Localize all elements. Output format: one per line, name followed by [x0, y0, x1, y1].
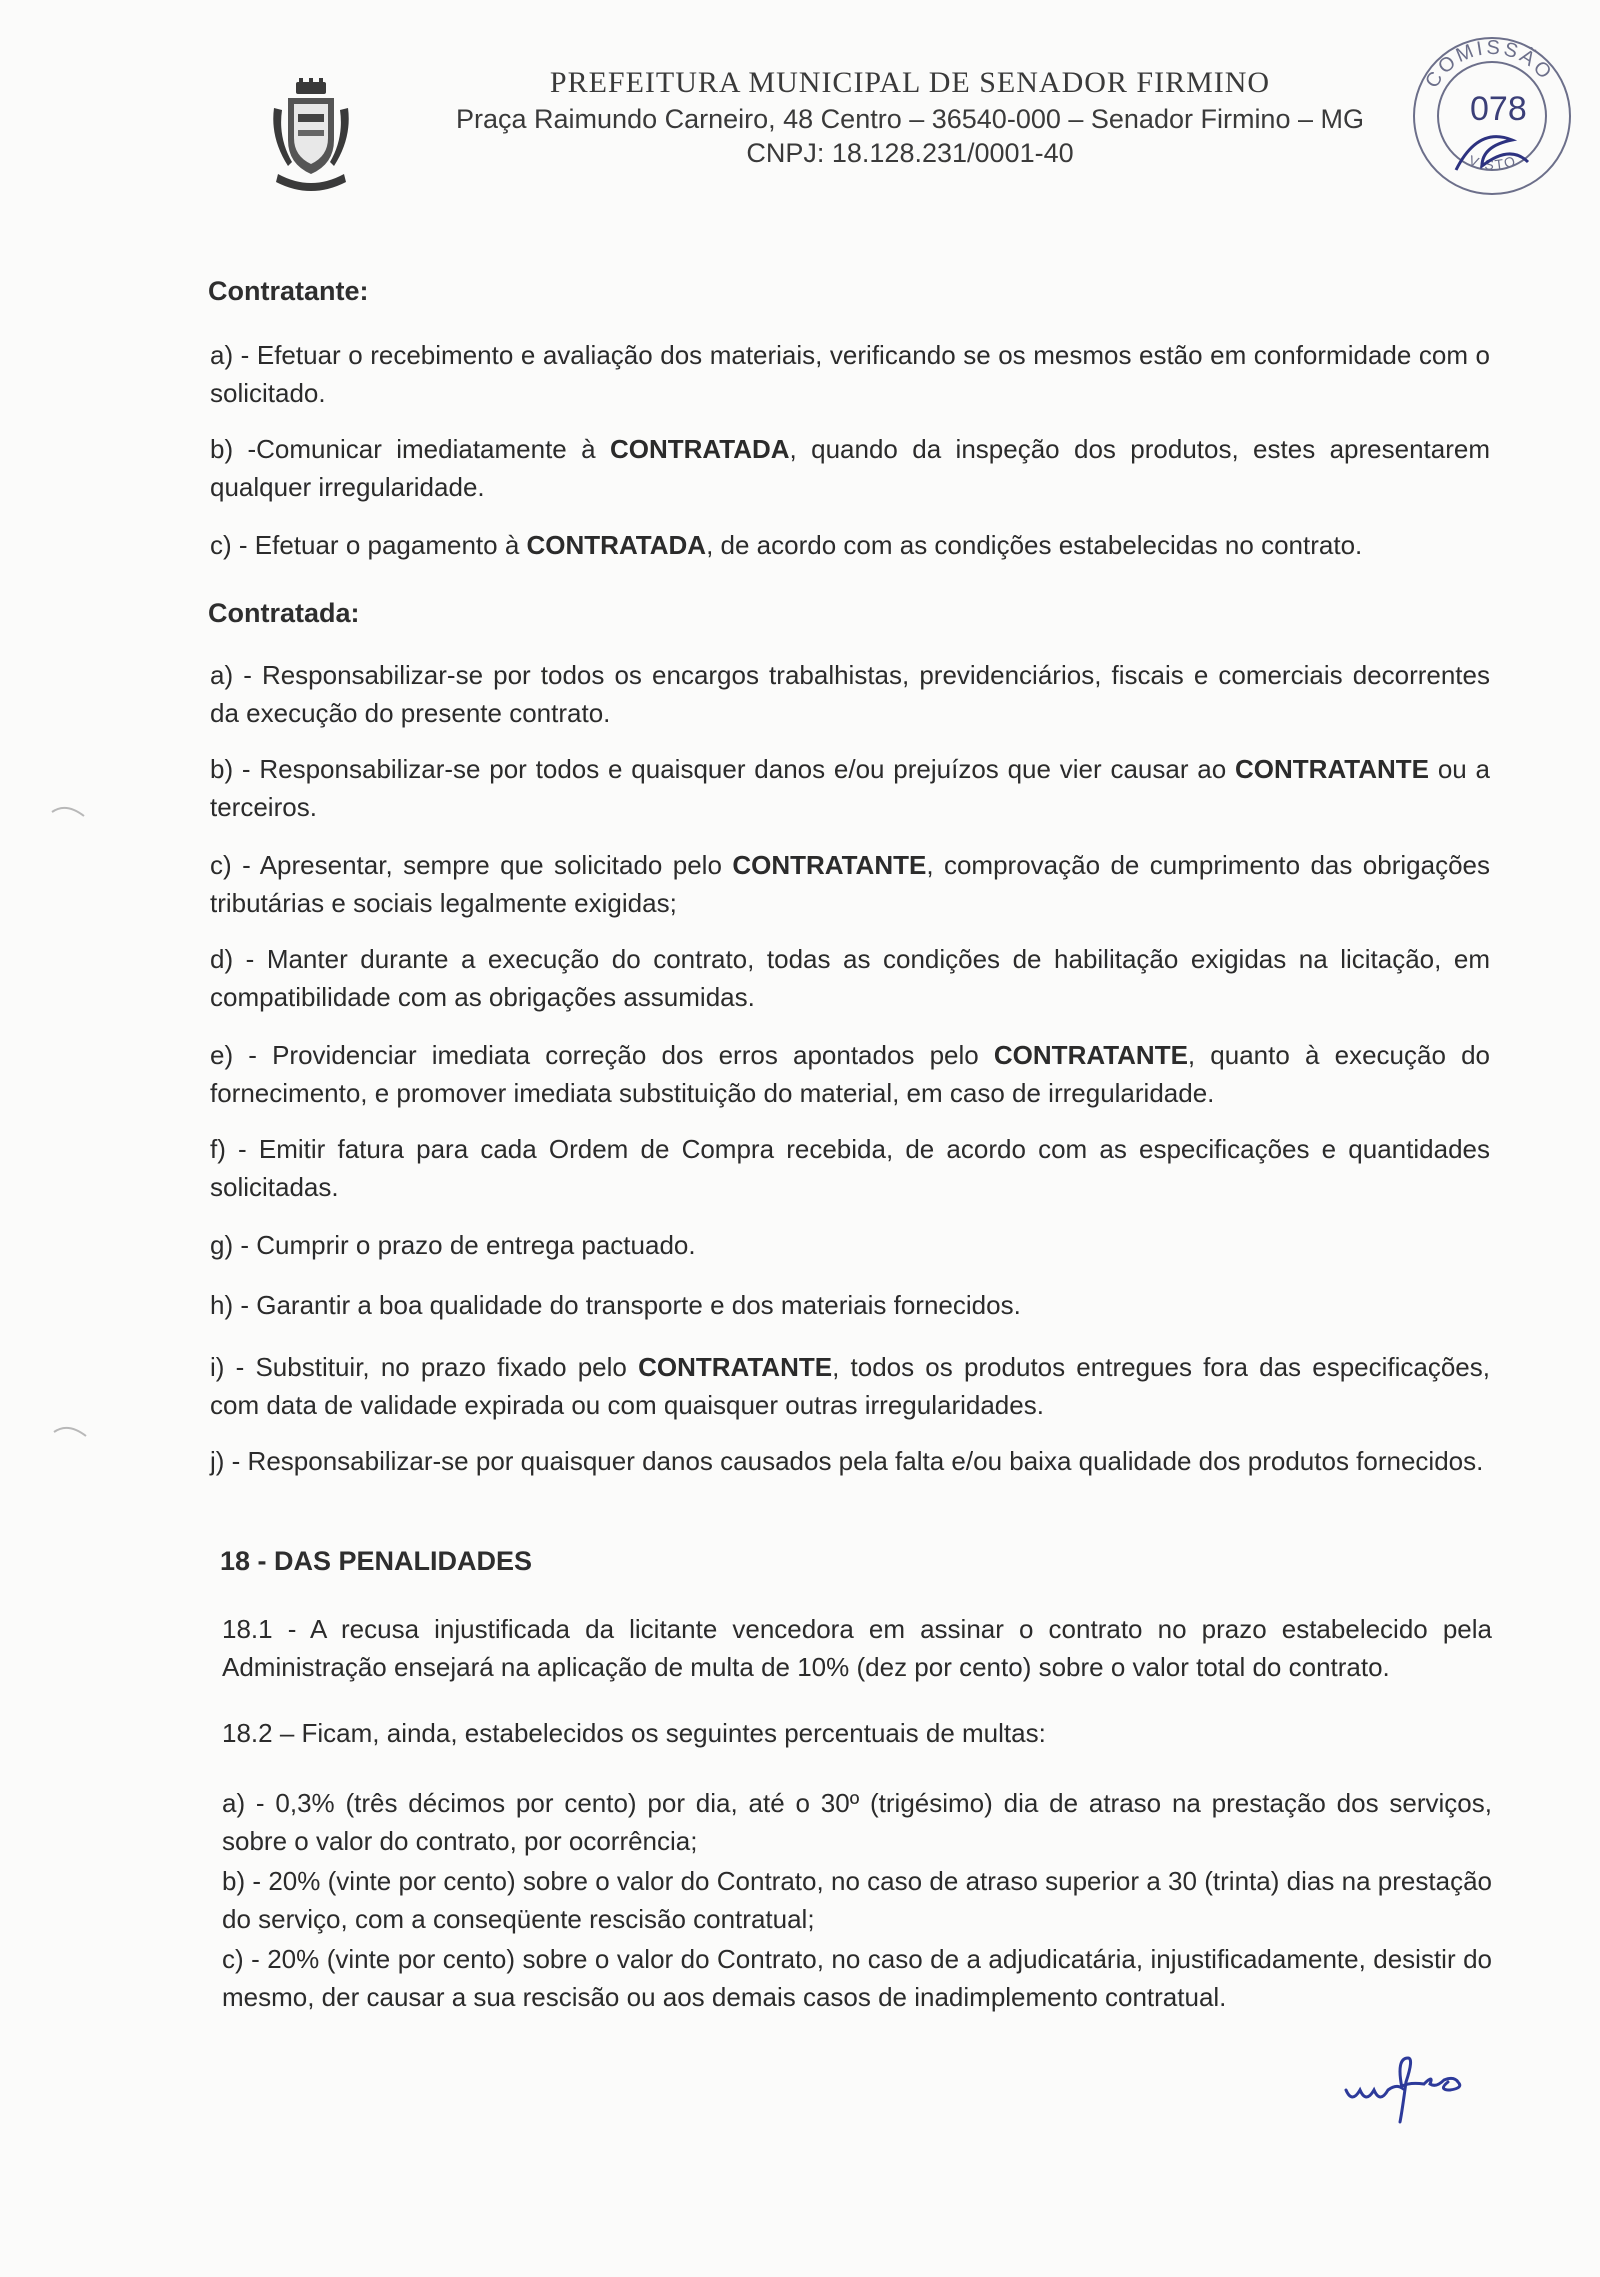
- signature-initials: [1340, 2050, 1530, 2130]
- margin-mark: [52, 1420, 88, 1438]
- penalidades-item-a: a) - 0,3% (três décimos por cento) por dia, até o 30º (trigésimo) dia de atraso na prestação dos serviços, sobre o valor do contrato, por ocorrência;: [222, 1788, 1492, 1856]
- contratada-item-i: i) - Substituir, no prazo fixado pelo CONTRATANTE, todos os produtos entregues fora das especificações, com data de validade expirada ou com quaisquer outras irregularidades.: [210, 1352, 1490, 1420]
- contratante-item-c: c) - Efetuar o pagamento à CONTRATADA, de acordo com as condições estabelecidas no contrato.: [210, 530, 1363, 560]
- contratante-item-b: b) -Comunicar imediatamente à CONTRATADA, quando da inspeção dos produtos, estes apresentarem qualquer irregularidade.: [210, 434, 1490, 502]
- penalidades-heading: 18 - DAS PENALIDADES: [220, 1546, 533, 1576]
- contratada-item-c: c) - Apresentar, sempre que solicitado pelo CONTRATANTE, comprovação de cumprimento das obrigações tributárias e sociais legalmente exigidas;: [210, 850, 1490, 918]
- contratada-item-g: g) - Cumprir o prazo de entrega pactuado.: [210, 1230, 696, 1260]
- penalidades-item-b: b) - 20% (vinte por cento) sobre o valor do Contrato, no caso de atraso superior a 30 (trinta) dias na prestação do serviço, com a conseqüente rescisão contratual;: [222, 1866, 1492, 1934]
- contratada-item-d: d) - Manter durante a execução do contrato, todas as condições de habilitação exigidas na licitação, em compatibilidade com as obrigações assumidas.: [210, 944, 1490, 1012]
- contratante-item-a: a) - Efetuar o recebimento e avaliação dos materiais, verificando se os mesmos estão em conformidade com o solicitado.: [210, 340, 1490, 408]
- stamp-top-text: COMISSÃO: [1421, 36, 1558, 93]
- letterhead-address: Praça Raimundo Carneiro, 48 Centro – 36540-000 – Senador Firmino – MG: [456, 104, 1364, 134]
- penalidades-18-1: 18.1 - A recusa injustificada da licitante vencedora em assinar o contrato no prazo estabelecido pela Administração ensejará na aplicação de multa de 10% (dez por cento) sobre o valor total do contrato.: [222, 1614, 1492, 1682]
- contratada-item-j: j) - Responsabilizar-se por quaisquer danos causados pela falta e/ou baixa qualidade dos produtos fornecidos.: [210, 1446, 1484, 1476]
- contratante-heading: Contratante:: [208, 276, 369, 306]
- municipal-crest-icon: [268, 78, 354, 196]
- contratada-item-a: a) - Responsabilizar-se por todos os encargos trabalhistas, previdenciários, fiscais e comerciais decorrentes da execução do presente contrato.: [210, 660, 1490, 728]
- stamp-bottom-text: VISTO: [1466, 151, 1520, 173]
- letterhead-cnpj: CNPJ: 18.128.231/0001-40: [746, 138, 1074, 168]
- margin-mark: [50, 800, 86, 818]
- penalidades-18-2: 18.2 – Ficam, ainda, estabelecidos os seguintes percentuais de multas:: [222, 1718, 1046, 1748]
- letterhead: [420, 64, 1400, 170]
- contratada-item-e: e) - Providenciar imediata correção dos erros apontados pelo CONTRATANTE, quanto à execução do fornecimento, e promover imediata substituição do material, em caso de irregularidade.: [210, 1040, 1490, 1108]
- svg-text:COMISSÃO: [1421, 37, 1557, 92]
- commission-stamp: [1408, 20, 1576, 210]
- contratada-item-b: b) - Responsabilizar-se por todos e quaisquer danos e/ou prejuízos que vier causar ao CONTRATANTE ou a terceiros.: [210, 754, 1490, 822]
- letterhead-title: PREFEITURA MUNICIPAL DE SENADOR FIRMINO: [549, 66, 1271, 99]
- stamp-number: 078: [1470, 90, 1527, 128]
- contratada-item-f: f) - Emitir fatura para cada Ordem de Compra recebida, de acordo com as especificações e quantidades solicitadas.: [210, 1134, 1490, 1202]
- penalidades-item-c: c) - 20% (vinte por cento) sobre o valor do Contrato, no caso de a adjudicatária, injustificadamente, desistir do mesmo, der causar a sua rescisão ou aos demais casos de inadimplemento contratual.: [222, 1944, 1492, 2012]
- contratada-item-h: h) - Garantir a boa qualidade do transporte e dos materiais fornecidos.: [210, 1290, 1021, 1320]
- contratada-heading: Contratada:: [208, 598, 360, 628]
